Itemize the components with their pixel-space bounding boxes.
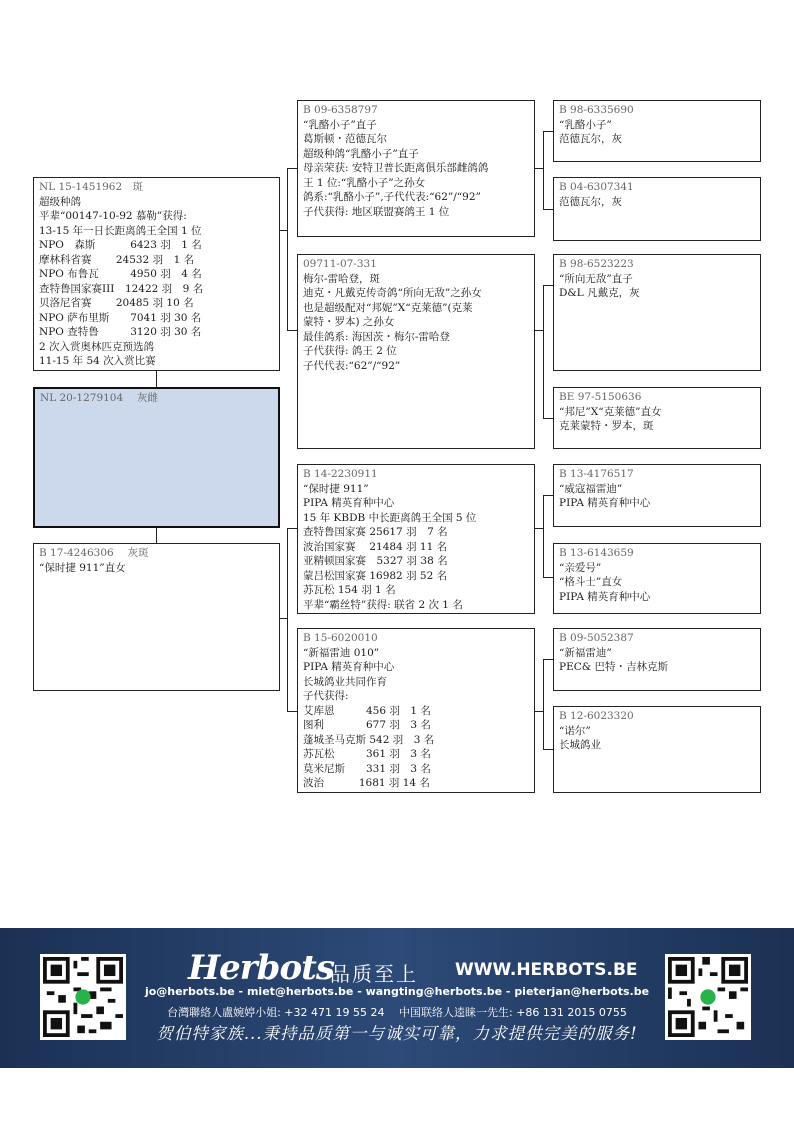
dd-line-0: B 15-6020010 [303, 632, 378, 644]
ss-line-5: 王 1 位:“乳酪小子”之孙女 [303, 176, 426, 189]
ds-line-1: “保时捷 911” [303, 482, 369, 495]
website-link[interactable]: WWW.HERBOTS.BE [455, 960, 638, 980]
email-contacts[interactable]: jo@herbots.be - miet@herbots.be - wangting@herbots.be - pieterjan@herbots.be [144, 985, 650, 998]
sire-line-12: 11-15 年 54 次入赏比赛 [39, 355, 156, 367]
sire-line-4: NPO 森斯 6423 羽 1 名 [39, 239, 202, 251]
connector-dam-to-parents [279, 618, 287, 619]
dd-line-10: 波治 1681 羽 14 名 [303, 777, 430, 789]
sd-line-5: 最佳鸽系: 海因茨・梅尔-雷哈登 [303, 330, 450, 343]
sdd-line-0: BE 97-5150636 [559, 391, 642, 403]
dds-line-1: “新福雷迪” [559, 646, 612, 659]
sd-line-4: 蒙特・罗本) 之孙女 [303, 316, 395, 328]
ddd-card [553, 706, 761, 793]
dam-line-1: “保时捷 911”直女 [39, 561, 126, 574]
dsd-line-1: “亲爱号” [559, 561, 602, 574]
sdd-card [553, 387, 761, 449]
connector-sss-branch [543, 131, 553, 132]
dd-line-7: 蓬城圣马克斯 542 羽 3 名 [303, 733, 435, 746]
sd-line-3: 也是超级配对“邦妮”X“克莱德”(克莱 [303, 301, 473, 314]
dam-sire-card [297, 464, 535, 614]
connector-sire-to-parents [279, 230, 287, 231]
ss-line-0: B 09-6358797 [303, 104, 378, 116]
dd-line-3: 长城鸽业共同作育 [303, 675, 387, 688]
footer-motto: 贺伯特家族...秉持品质第一与诚实可靠，力求提供完美的服务! [156, 1024, 638, 1043]
sire-line-1: 超级种鸽 [39, 195, 81, 208]
dsd-line-3: PIPA 精英育种中心 [559, 590, 651, 603]
connector-sire-bracket [287, 168, 288, 330]
ss-line-2: 葛斯顿・范德瓦尔 [303, 133, 387, 145]
connector-sds-branch [543, 285, 553, 286]
sds-line-1: “所向无敌”直子 [559, 272, 633, 285]
dd-line-8: 苏瓦松 361 羽 3 名 [303, 748, 431, 760]
sire-line-0: NL 15-1451962 斑 [39, 181, 144, 193]
sd-line-1: 梅尔-雷哈登，斑 [303, 272, 381, 285]
ds-line-3: 15 年 KBDB 中长距离鸽王全国 5 位 [303, 511, 477, 524]
connector-ds-branch [287, 528, 297, 529]
dd-line-6: 图利 677 羽 3 名 [303, 719, 431, 731]
dam-line-0: B 17-4246306 灰斑 [39, 547, 149, 559]
ss-line-1: “乳酪小子”直子 [303, 118, 377, 131]
dss-line-1: “威寇福雷迪” [559, 482, 623, 495]
subject-line-0: NL 20-1279104 灰雌 [40, 392, 159, 404]
connector-dd-right [534, 711, 543, 712]
ssd-line-1: 范德瓦尔，灰 [559, 195, 622, 208]
ds-line-9: 平辈“霸丝特”获得: 联省 2 次 1 名 [303, 598, 463, 611]
connector-dam-bracket [287, 528, 288, 711]
sire-line-11: 2 次入赏奥林匹克预选鸽 [39, 340, 155, 353]
ssd-card [553, 177, 761, 241]
ds-line-6: 亚精顿国家赛 5327 羽 38 名 [303, 555, 448, 567]
sss-line-1: “乳酪小子” [559, 118, 612, 131]
sdd-line-1: “邦尼”X“克莱德”直女 [559, 405, 662, 418]
ds-line-5: 波治国家赛 21484 羽 11 名 [303, 540, 448, 553]
dam-dam-card [297, 628, 535, 793]
ds-line-4: 查特鲁国家赛 25617 羽 7 名 [303, 526, 448, 538]
dds-line-0: B 09-5052387 [559, 632, 634, 644]
sire-dam-card [297, 254, 535, 449]
connector-sire-vertical [156, 371, 157, 387]
connector-dd-right-bracket [543, 659, 544, 749]
dd-line-9: 莫米尼斯 331 羽 3 名 [303, 762, 431, 775]
dds-line-2: PEC& 巴特・吉林克斯 [559, 661, 668, 673]
sd-line-7: 子代代表:“62”/“92” [303, 359, 401, 372]
sd-line-2: 迪克・凡戴克传奇鸽“所向无敌”之孙女 [303, 287, 482, 299]
footer-banner [0, 928, 794, 1068]
connector-ds-right-bracket [543, 495, 544, 577]
sss-line-2: 范德瓦尔，灰 [559, 133, 622, 145]
ddd-line-2: 长城鸽业 [559, 739, 601, 751]
wechat-qr-code[interactable] [665, 954, 751, 1040]
sire-line-3: 13-15 年一日长距离鸽王全国 1 位 [39, 224, 202, 237]
sire-line-2: 平辈“00147-10-92 慕勒”获得: [39, 210, 187, 222]
connector-ssd-branch [543, 209, 553, 210]
sss-card [553, 100, 761, 162]
connector-dam-vertical [156, 527, 157, 543]
sire-line-6: NPO 布鲁瓦 4950 羽 4 名 [39, 268, 202, 280]
dsd-line-2: “格斗士”直女 [559, 576, 623, 588]
dss-line-2: PIPA 精英育种中心 [559, 497, 651, 509]
connector-dds-branch [543, 659, 553, 660]
brand-tagline: 品质至上 [330, 962, 418, 986]
dsd-card [553, 543, 761, 614]
connector-sdd-branch [543, 418, 553, 419]
connector-ss-right-bracket [543, 131, 544, 209]
connector-ddd-branch [543, 749, 553, 750]
phone-contacts: 台灣聯絡人盧婉婷小姐: +32 471 19 55 24 中国联络人逵睐一先生: +86 131 2015 0755 [167, 1006, 627, 1019]
ds-line-7: 蒙吕松国家赛 16982 羽 52 名 [303, 569, 448, 582]
connector-ds-right [534, 528, 543, 529]
dd-line-1: “新福雷迪 010” [303, 646, 380, 659]
sire-line-7: 查特鲁国家赛III 12422 羽 9 名 [39, 282, 204, 295]
sire-line-9: NPO 萨布里斯 7041 羽 30 名 [39, 311, 202, 324]
sire-card [33, 177, 280, 371]
dss-card [553, 464, 761, 527]
connector-ss-right [534, 168, 543, 169]
sd-line-6: 子代获得: 鸽王 2 位 [303, 345, 397, 357]
sire-sire-card [297, 100, 535, 237]
ds-line-8: 苏瓦松 154 羽 1 名 [303, 584, 396, 596]
ss-line-3: 超级种鸽“乳酪小子”直子 [303, 147, 419, 160]
sire-line-5: 摩林科省赛 24532 羽 1 名 [39, 253, 195, 266]
dss-line-0: B 13-4176517 [559, 468, 634, 480]
connector-dss-branch [543, 495, 553, 496]
ddd-line-0: B 12-6023320 [559, 710, 634, 722]
sd-line-0: 09711-07-331 [303, 258, 377, 270]
ds-line-2: PIPA 精英育种中心 [303, 497, 395, 509]
sss-line-0: B 98-6335690 [559, 104, 634, 116]
ss-line-6: 鸽系:“乳酪小子”,子代代表:“62”/“92” [303, 191, 481, 203]
ddd-line-1: “诺尔” [559, 724, 591, 737]
dam-card [33, 543, 280, 691]
dds-card [553, 628, 761, 691]
ss-line-4: 母亲荣获: 安特卫普长距离俱乐部雌鸽鸽 [303, 162, 489, 174]
connector-dd-branch [287, 711, 297, 712]
connector-sd-right-bracket [543, 285, 544, 418]
sds-line-0: B 98-6523223 [559, 258, 634, 270]
dsd-line-0: B 13-6143659 [559, 547, 634, 559]
sire-line-10: NPO 查特鲁 3120 羽 30 名 [39, 326, 202, 338]
connector-ss-branch [287, 168, 297, 169]
dd-line-5: 艾库恩 456 羽 1 名 [303, 704, 431, 717]
sds-line-2: D&L 凡戴克，灰 [559, 287, 640, 299]
ssd-line-0: B 04-6307341 [559, 181, 634, 193]
sdd-line-2: 克莱蒙特・罗本，斑 [559, 420, 654, 432]
dd-line-4: 子代获得: [303, 690, 349, 702]
connector-sd-branch [287, 330, 297, 331]
connector-dsd-branch [543, 577, 553, 578]
sds-card [553, 254, 761, 371]
connector-sd-right [534, 330, 543, 331]
subject-card [33, 387, 280, 528]
dd-line-2: PIPA 精英育种中心 [303, 661, 395, 673]
ss-line-7: 子代获得: 地区联盟赛鸽王 1 位 [303, 205, 450, 218]
ds-line-0: B 14-2230911 [303, 468, 378, 480]
qr-code-icon [668, 957, 748, 1037]
brand-logo: Herbots [188, 948, 334, 988]
sire-line-8: 贝洛尼省赛 20485 羽 10 名 [39, 297, 194, 309]
